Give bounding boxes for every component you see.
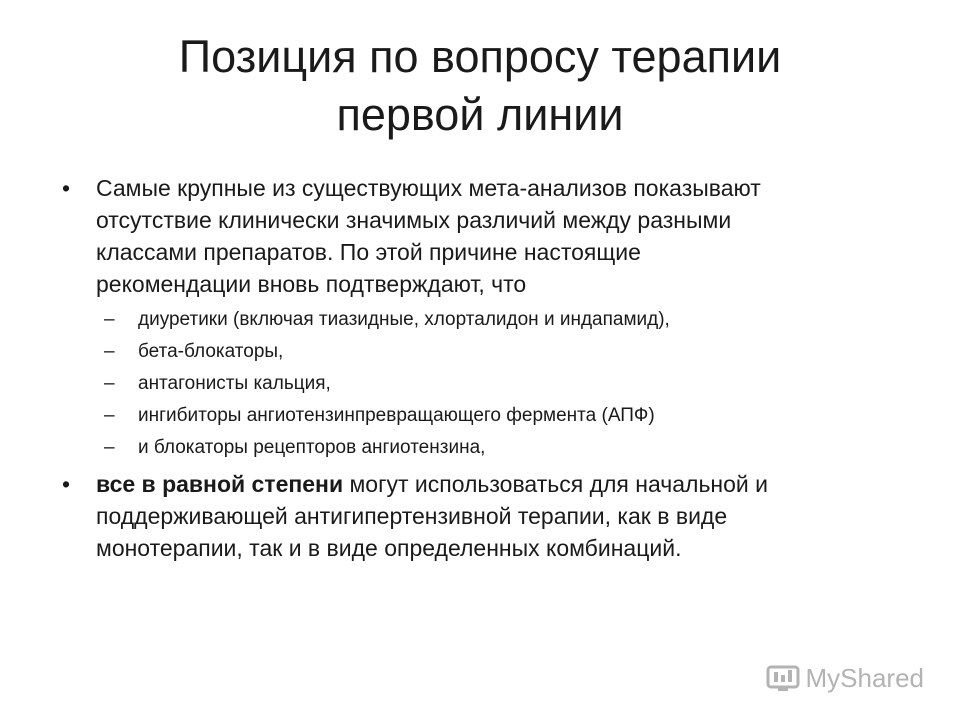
myshared-watermark[interactable] [766, 663, 925, 694]
bullet-1-line-1: Самые крупные из существующих мета-анализов показывают [96, 175, 761, 201]
bullet-1-line-2: отсутствие клинически значимых различий между разными [96, 207, 732, 233]
sub-list-item [60, 336, 900, 368]
sub-list-item [60, 368, 900, 400]
mysshared-logo-icon [766, 664, 800, 694]
bullet-item-2 [60, 468, 900, 564]
bullet-1-line-4: рекомендации вновь подтверждают, что [96, 271, 527, 297]
sub-list-item [60, 400, 900, 432]
bullet-2-line-1-rest: могут использоваться для начальной и [343, 471, 769, 497]
bullet-dot: • [62, 471, 71, 497]
dash-marker: – [104, 405, 115, 426]
sub-item-text: бета-блокаторы, [138, 341, 284, 362]
slide-body [60, 172, 900, 564]
bullet-1-line-3: классами препаратов. По этой причине настоящие [96, 239, 641, 265]
bullet-dot: • [62, 175, 71, 201]
watermark-text: MyShared [805, 663, 924, 693]
title-line-2: первой линии [336, 89, 624, 140]
dash-marker: – [104, 437, 115, 458]
bullet-2-line-2: поддерживающей антигипертензивной терапии, как в виде [96, 503, 728, 529]
title-line-1: Позиция по вопросу терапии [178, 31, 782, 82]
dash-marker: – [104, 341, 115, 362]
sub-item-text: диуретики (включая тиазидные, хлорталидон и индапамид), [138, 309, 670, 330]
dash-marker: – [104, 373, 115, 394]
sub-item-text: антагонисты кальция, [138, 373, 331, 394]
sub-item-text: ингибиторы ангиотензинпревращающего фермента (АПФ) [138, 405, 655, 426]
slide-title [60, 28, 900, 144]
sub-list [60, 304, 900, 464]
dash-marker: – [104, 309, 115, 330]
sub-list-item [60, 304, 900, 336]
bullet-2-bold-text: все в равной степени [96, 471, 344, 497]
sub-item-text: и блокаторы рецепторов ангиотензина, [138, 437, 486, 458]
bullet-2-line-1 [96, 468, 900, 500]
bullet-2-line-3: монотерапии, так и в виде определенных комбинаций. [96, 535, 682, 561]
bullet-item-1 [60, 172, 900, 300]
sub-list-item [60, 432, 900, 464]
